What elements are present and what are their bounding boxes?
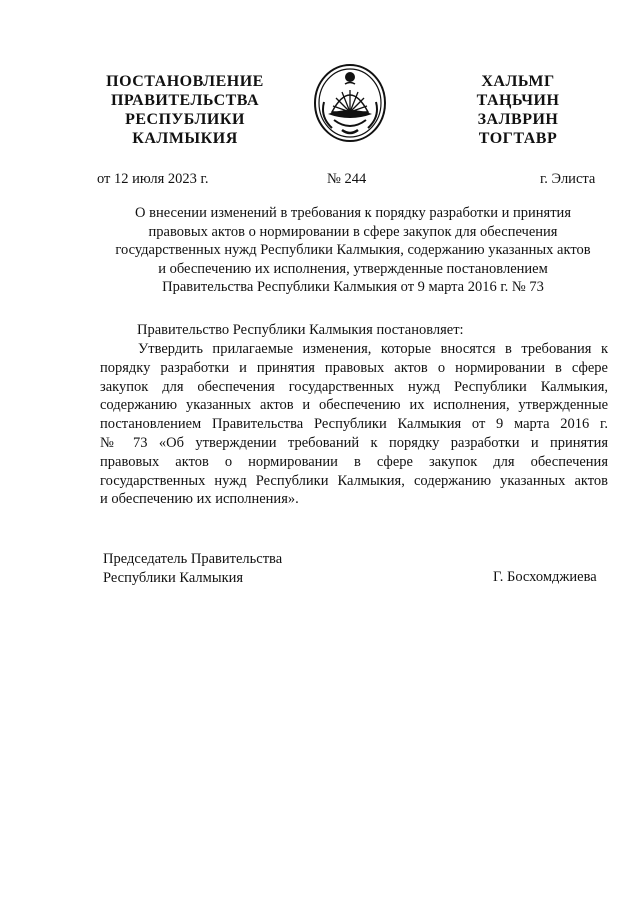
signer-title: [103, 550, 282, 587]
body-line: правовых актов о нормировании в сфере закупок для обеспечения: [100, 453, 608, 470]
document-number: № 244: [327, 171, 367, 187]
kalmykia-emblem-icon: [312, 62, 388, 144]
header-right-line: ХАЛЬМГ: [481, 73, 555, 90]
signer-title-line: Председатель Правительства: [103, 551, 283, 567]
body-line: № 73 «Об утверждении требований к порядку разработки и принятия: [100, 434, 608, 451]
header-left-line: ПОСТАНОВЛЕНИЕ: [106, 73, 264, 90]
header-right-line: ЗАЛВРИН: [477, 111, 559, 128]
subject-line: О внесении изменений в требования к порядку разработки и принятия: [135, 205, 571, 221]
preamble: Правительство Республики Калмыкия постановляет:: [137, 322, 464, 338]
body-line: государственных нужд Республики Калмыкия, содержанию указанных актов: [100, 472, 608, 489]
document-city: г. Элиста: [540, 171, 596, 187]
header-right-title: [462, 72, 574, 148]
header-left-title: [100, 72, 270, 148]
subject-line: правовых актов о нормировании в сфере закупок для обеспечения: [148, 223, 558, 240]
signer-title-line: Республики Калмыкия: [103, 569, 244, 586]
resolution-body: [100, 340, 608, 509]
body-line: Утвердить прилагаемые изменения, которые вносятся в требования к: [138, 341, 608, 357]
header-left-line: КАЛМЫКИЯ: [132, 130, 238, 147]
signer-name: Г. Босхомджиева: [493, 569, 597, 585]
header-right-line: ТОГТАВР: [478, 130, 558, 147]
document-date: от 12 июля 2023 г.: [97, 171, 209, 187]
header-right-line: ТАҢЬЧИН: [476, 92, 560, 109]
header-left-line: ПРАВИТЕЛЬСТВА: [110, 92, 260, 109]
body-line: содержанию указанных актов и обеспечению их исполнения, утвержденные: [100, 397, 608, 414]
body-line: и обеспечению их исполнения».: [100, 491, 299, 508]
body-line: порядку разработки и принятия правовых актов о нормировании в сфере: [100, 359, 608, 376]
body-line: постановлением Правительства Республики Калмыкия от 9 марта 2016 г.: [100, 416, 608, 433]
document-subject: [100, 204, 606, 297]
body-line: закупок для обеспечения государственных нужд Республики Калмыкия,: [100, 378, 608, 395]
subject-line: государственных нужд Республики Калмыкия, содержанию указанных актов: [115, 242, 591, 258]
subject-line: Правительства Республики Калмыкия от 9 марта 2016 г. № 73: [162, 279, 544, 295]
subject-line: и обеспечению их исполнения, утвержденные постановлением: [158, 260, 548, 277]
header-left-line: РЕСПУБЛИКИ: [125, 111, 245, 128]
